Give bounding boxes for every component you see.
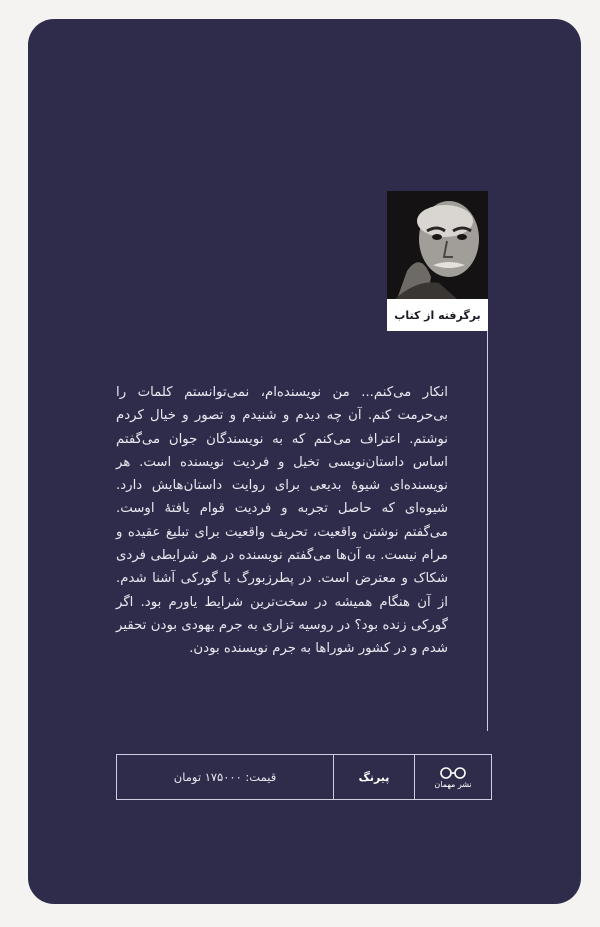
- vertical-divider: [487, 331, 488, 731]
- publisher-logo-cell: [415, 755, 491, 799]
- imprint-logo-cell: [334, 755, 415, 799]
- price-label: قیمت: ۱۷۵۰۰۰ تومان: [173, 770, 277, 784]
- author-portrait-icon: [387, 191, 488, 299]
- price-cell: [117, 755, 334, 799]
- publisher-mark-icon: [438, 766, 468, 780]
- excerpt-text: انکار می‌کنم... من نویسنده‌ام، نمی‌توانستم کلمات را بی‌حرمت کنم. آن چه دیدم و شنیدم و تصور و خیال کردم نوشتم. اعتراف می‌کنم که به نویسندگان جوان می‌گفتم اساس داستان‌نویسی تخیل و فردیت نویسنده است. هر نویسنده‌ای شیوهٔ بدیعی برای روایت داستان‌هایش دارد. شیوه‌ای که حاصل تجربه و فردیت قوام یافتهٔ اوست. می‌گفتم نوشتن واقعیت، تحریف واقعیت برای تبلیغ عقیده و مرام نیست. به آن‌ها می‌گفتم نویسنده در هر شرایطی فردی شکاک و معترض است. در پطرزبورگ با گورکی آشنا شدم. از آن هنگام همیشه در سخت‌ترین شرایط یاورم بود. اگر گورکی زنده بود؟ در روسیه تزاری به جرم یهودی بودن تحقیر شدم و در کشور شوراها به جرم نویسنده بودن.: [116, 385, 448, 657]
- imprint-logo-icon: پیرنگ: [358, 770, 390, 784]
- publisher-logo-text: نشر مهمان: [434, 779, 472, 789]
- book-back-cover: [28, 19, 581, 904]
- book-excerpt-label: برگرفته از کتاب: [394, 308, 481, 322]
- book-excerpt-label-box: [387, 299, 488, 331]
- cover-footer: [116, 754, 492, 800]
- publisher-logo-icon: [434, 766, 471, 789]
